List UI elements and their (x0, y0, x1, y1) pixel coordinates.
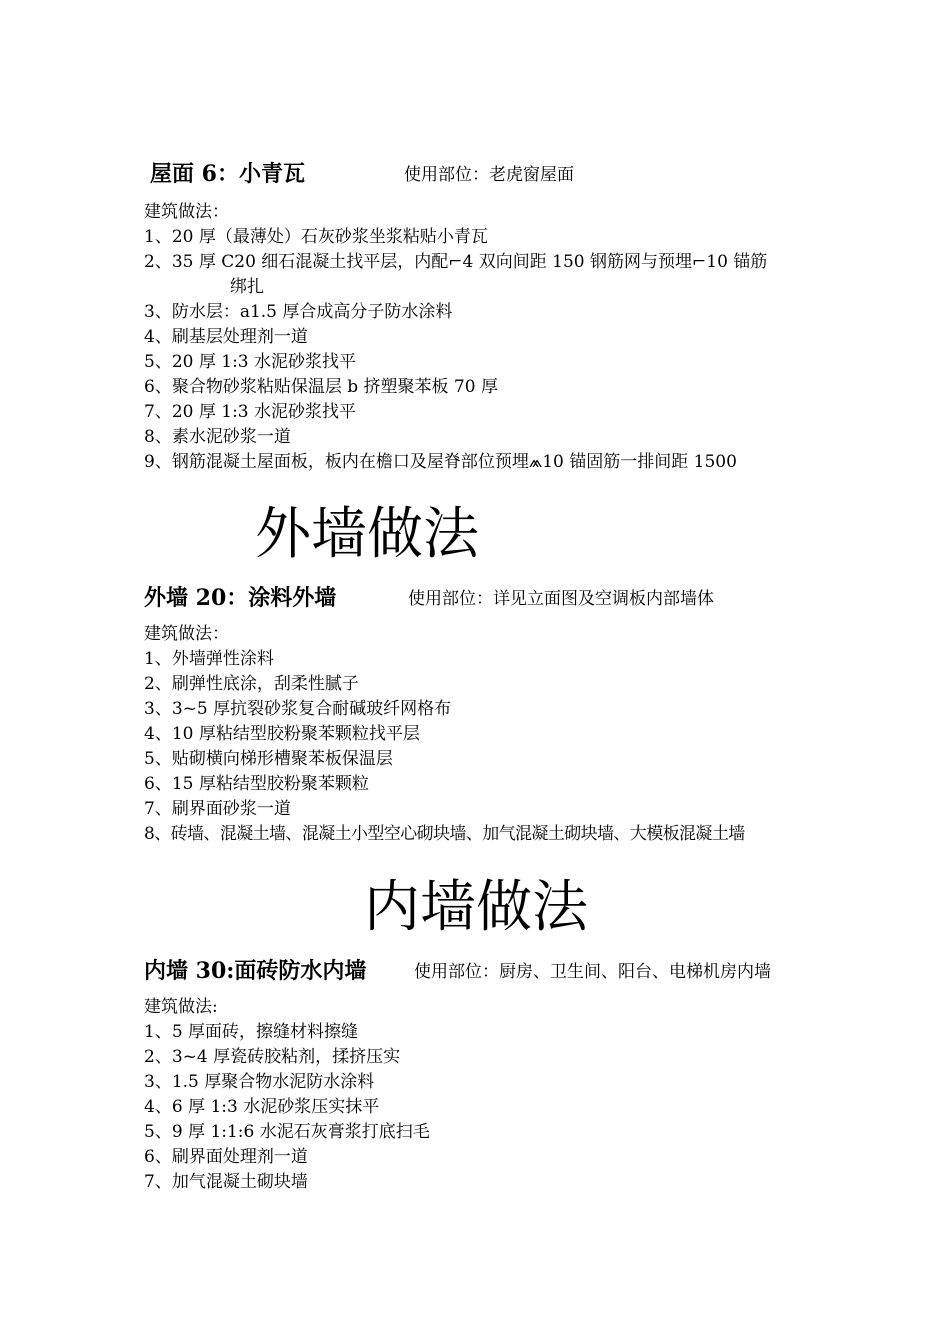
exterior-item-4: 4、10 厚粘结型胶粉聚苯颗粒找平层 (144, 724, 420, 744)
interior-title: 内墙 30:面砖防水内墙 (144, 958, 367, 984)
interior-item-7: 7、加气混凝土砌块墙 (144, 1172, 308, 1192)
interior-method-label: 建筑做法: (144, 997, 218, 1017)
exterior-item-1: 1、外墙弹性涂料 (144, 649, 274, 669)
roof-item-6: 6、聚合物砂浆粘贴保温层 b 挤塑聚苯板 70 厚 (144, 377, 498, 397)
exterior-item-7: 7、刷界面砂浆一道 (144, 799, 291, 819)
exterior-section-title: 外墙做法 (255, 502, 479, 567)
roof-item-2-continuation: 绑扎 (230, 277, 264, 297)
exterior-item-5: 5、贴砌横向梯形槽聚苯板保温层 (144, 749, 393, 769)
exterior-method-list (144, 622, 824, 847)
interior-item-5: 5、9 厚 1:1:6 水泥石灰膏浆打底扫毛 (144, 1122, 430, 1142)
exterior-item-2: 2、刷弹性底涂，刮柔性腻子 (144, 674, 359, 694)
roof-method-label: 建筑做法： (144, 202, 229, 222)
roof-item-3: 3、防水层：a1.5 厚合成高分子防水涂料 (144, 302, 453, 322)
roof-item-7: 7、20 厚 1:3 水泥砂浆找平 (144, 402, 357, 422)
exterior-item-8: 8、砖墙、混凝土墙、混凝土小型空心砌块墙、加气混凝土砌块墙、大模板混凝土墙 (144, 824, 745, 844)
roof-title: 屋面 6：小青瓦 (150, 161, 305, 187)
roof-item-9: 9、钢筋混凝土屋面板，板内在檐口及屋脊部位预埋⩕10 锚固筋一排间距 1500 (144, 452, 737, 472)
interior-item-6: 6、刷界面处理剂一道 (144, 1147, 308, 1167)
exterior-usage: 使用部位：详见立面图及空调板内部墙体 (408, 589, 714, 609)
interior-method-list (144, 995, 824, 1195)
roof-item-4: 4、刷基层处理剂一道 (144, 327, 308, 347)
exterior-item-6: 6、15 厚粘结型胶粉聚苯颗粒 (144, 774, 369, 794)
roof-item-2: 2、35 厚 C20 细石混凝土找平层，内配⌐4 双向间距 150 钢筋网与预埋⌐10 锚筋 (144, 252, 768, 272)
interior-usage: 使用部位：厨房、卫生间、阳台、电梯机房内墙 (414, 962, 771, 982)
exterior-item-3: 3、3~5 厚抗裂砂浆复合耐碱玻纤网格布 (144, 699, 452, 719)
exterior-method-label: 建筑做法： (144, 624, 229, 644)
roof-usage: 使用部位：老虎窗屋面 (404, 165, 574, 185)
interior-section-title: 内墙做法 (364, 875, 588, 940)
roof-item-8: 8、素水泥砂浆一道 (144, 427, 291, 447)
interior-item-1: 1、5 厚面砖，擦缝材料擦缝 (144, 1022, 359, 1042)
roof-item-1: 1、20 厚（最薄处）石灰砂浆坐浆粘贴小青瓦 (144, 227, 488, 247)
interior-item-2: 2、3~4 厚瓷砖胶粘剂，揉挤压实 (144, 1047, 401, 1067)
interior-item-3: 3、1.5 厚聚合物水泥防水涂料 (144, 1072, 375, 1092)
exterior-title: 外墙 20：涂料外墙 (144, 585, 337, 611)
interior-item-4: 4、6 厚 1:3 水泥砂浆压实抹平 (144, 1097, 380, 1117)
roof-item-5: 5、20 厚 1:3 水泥砂浆找平 (144, 352, 357, 372)
roof-method-list (144, 200, 824, 475)
